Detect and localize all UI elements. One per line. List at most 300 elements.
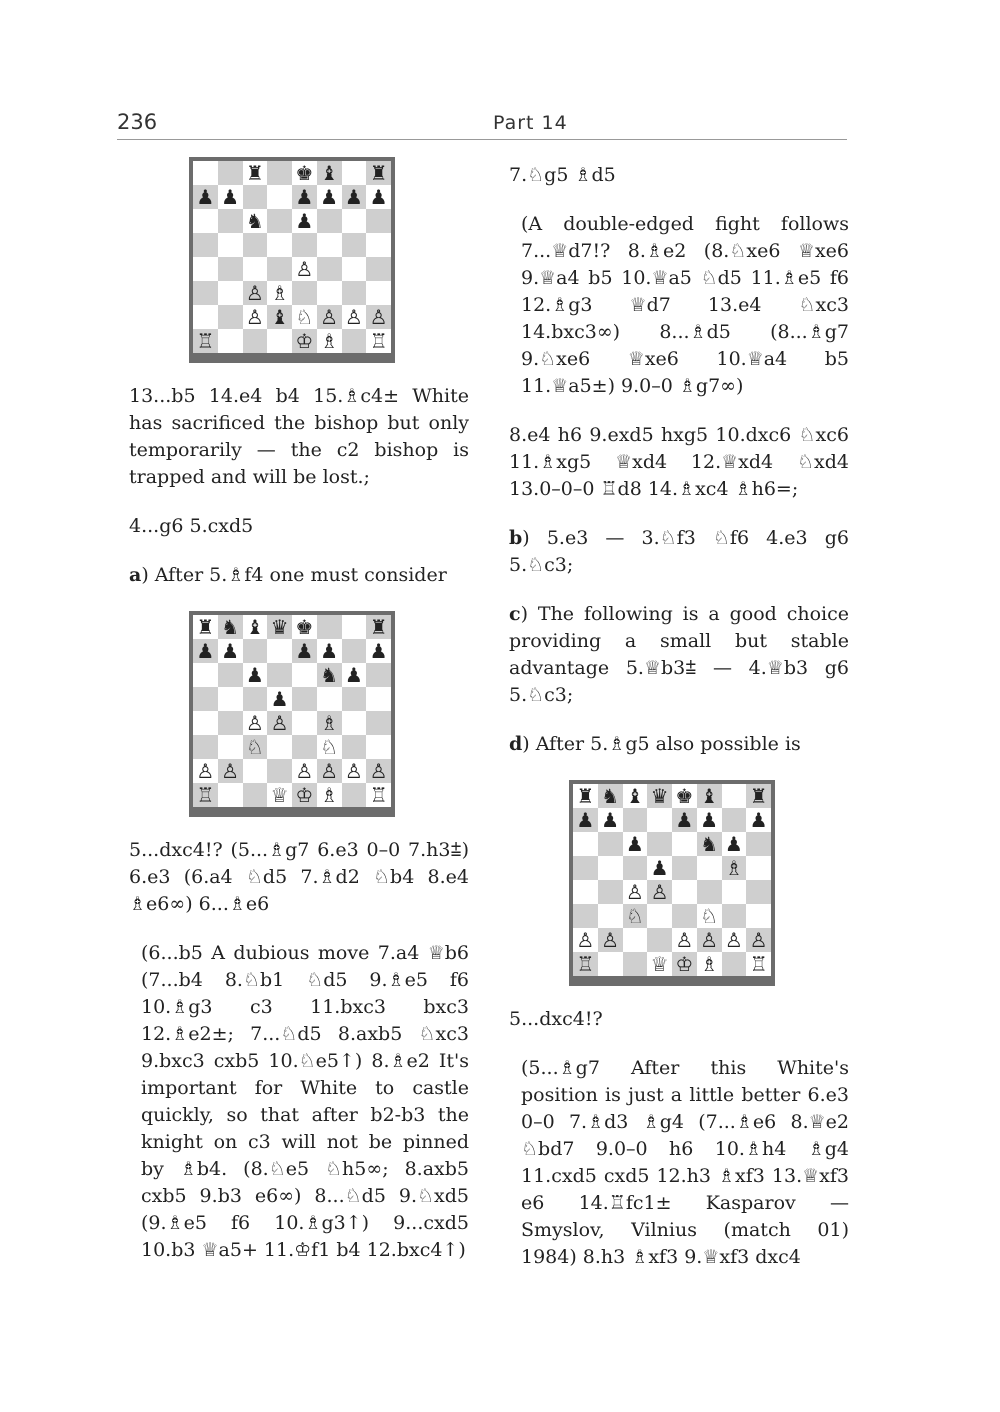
board-square (598, 832, 623, 856)
chess-piece: ♟ (196, 639, 215, 663)
board-square (243, 735, 268, 759)
board-square (598, 880, 623, 904)
chess-piece: ♟ (601, 808, 620, 832)
board-square (623, 856, 648, 880)
board-square (342, 257, 367, 281)
board-square (218, 639, 243, 663)
board-square (267, 257, 292, 281)
board-square (317, 711, 342, 735)
chess-piece: ♙ (724, 928, 743, 952)
chess-piece: ♟ (344, 185, 363, 209)
paragraph: 5...dxc4!? (509, 1008, 603, 1030)
chess-piece: ♖ (196, 329, 215, 353)
board-square (267, 759, 292, 783)
board-square (193, 209, 218, 233)
board-square (292, 329, 317, 353)
board-square (598, 784, 623, 808)
board-square (267, 783, 292, 807)
board-square (193, 639, 218, 663)
board-square (366, 783, 391, 807)
board-square (746, 784, 771, 808)
chess-piece: ♟ (625, 832, 644, 856)
board-square (193, 185, 218, 209)
board-square (366, 711, 391, 735)
chess-piece: ♔ (295, 783, 314, 807)
chess-piece: ♖ (196, 783, 215, 807)
board-square (218, 281, 243, 305)
chess-piece: ♙ (749, 928, 768, 952)
board-square (243, 257, 268, 281)
chess-piece: ♟ (700, 808, 719, 832)
board-square (292, 305, 317, 329)
board-square (292, 687, 317, 711)
board-square (342, 663, 367, 687)
board-square (267, 209, 292, 233)
board-square (317, 615, 342, 639)
board-square (366, 209, 391, 233)
chess-piece: ♙ (625, 880, 644, 904)
board-square (623, 832, 648, 856)
chess-piece: ♔ (675, 952, 694, 976)
board-square (218, 233, 243, 257)
board-square (623, 880, 648, 904)
board-square (317, 305, 342, 329)
chess-piece: ♟ (320, 639, 339, 663)
board-square (243, 759, 268, 783)
board-square (317, 329, 342, 353)
board-square (722, 784, 747, 808)
chess-piece: ♗ (320, 711, 339, 735)
chess-piece: ♙ (675, 928, 694, 952)
board-square (722, 928, 747, 952)
board-square (342, 759, 367, 783)
board-square (243, 209, 268, 233)
board-square (598, 808, 623, 832)
chess-piece: ♟ (344, 663, 363, 687)
chess-piece: ♟ (320, 185, 339, 209)
board-square (573, 832, 598, 856)
chess-piece: ♝ (700, 784, 719, 808)
chess-piece: ♙ (369, 759, 388, 783)
board-square (317, 185, 342, 209)
board-square (647, 880, 672, 904)
board-square (746, 880, 771, 904)
board-square (697, 808, 722, 832)
board-square (243, 305, 268, 329)
chess-piece: ♙ (320, 759, 339, 783)
board-square (573, 928, 598, 952)
board-square (292, 663, 317, 687)
chess-piece: ♘ (245, 735, 264, 759)
board-square (598, 928, 623, 952)
board-square (598, 904, 623, 928)
chess-piece: ♚ (295, 615, 314, 639)
board-square (647, 904, 672, 928)
board-square (193, 329, 218, 353)
board-square (193, 687, 218, 711)
board-square (218, 711, 243, 735)
board-square (573, 880, 598, 904)
board-square (342, 783, 367, 807)
board-square (243, 711, 268, 735)
chess-piece: ♞ (700, 832, 719, 856)
chess-piece: ♞ (320, 663, 339, 687)
board-square (672, 808, 697, 832)
board-square (366, 185, 391, 209)
board-square (647, 856, 672, 880)
board-square (243, 687, 268, 711)
board-square (573, 784, 598, 808)
board-square (193, 281, 218, 305)
board-square (746, 928, 771, 952)
board-square (722, 808, 747, 832)
board-square (366, 281, 391, 305)
chess-piece: ♜ (369, 161, 388, 185)
chess-piece: ♖ (369, 783, 388, 807)
chess-piece: ♘ (320, 735, 339, 759)
board-square (292, 615, 317, 639)
board-square (267, 161, 292, 185)
chess-piece: ♙ (576, 928, 595, 952)
chess-piece: ♟ (650, 856, 669, 880)
header-rule (117, 139, 847, 140)
board-square (193, 615, 218, 639)
board-square (722, 952, 747, 976)
board-square (292, 257, 317, 281)
board-square (623, 808, 648, 832)
board-square (218, 663, 243, 687)
board-square (317, 257, 342, 281)
board-square (267, 329, 292, 353)
right-column (509, 162, 849, 1293)
chess-piece: ♖ (749, 952, 768, 976)
board-square (342, 615, 367, 639)
chess-piece: ♙ (344, 759, 363, 783)
board-square (267, 687, 292, 711)
board-square (366, 161, 391, 185)
board-square (573, 856, 598, 880)
board-square (218, 615, 243, 639)
chess-piece: ♙ (700, 928, 719, 952)
board-square (267, 735, 292, 759)
board-square (647, 832, 672, 856)
board-square (746, 832, 771, 856)
chess-piece: ♝ (320, 161, 339, 185)
board-square (672, 880, 697, 904)
board-square (697, 784, 722, 808)
board-square (317, 783, 342, 807)
board-square (243, 161, 268, 185)
chess-piece: ♝ (270, 305, 289, 329)
chess-piece: ♜ (196, 615, 215, 639)
board-square (193, 735, 218, 759)
chess-piece: ♛ (270, 615, 289, 639)
board-square (722, 880, 747, 904)
chess-piece: ♕ (650, 952, 669, 976)
left-column (129, 157, 469, 1286)
paragraph: (6...b5 A dubious move 7.a4 ♕b6 (7...b4 8.♘b1 ♘d5 9.♗e5 f6 10.♗g3 c3 11.bxc3 bxc3 12.♗e2±; 7...♘d5 8.axb5 ♘xc3 9.bxc3 cxb5 10.♘e5↑) 8.♗e2 It's important for White to castle quickly, so that after b2-b3 the knight on c3 will not be pinned by ♗b4. (8.♘e5 ♘h5∞; 8.axb5 cxb5 9.b3 e6∞) 8...♘d5 9.♘xd5 (9.♗e5 f6 10.♗g3↑) 9...cxd5 10.b3 ♕a5+ 11.♔f1 b4 12.bxc4↑) (141, 942, 469, 1261)
board-square (366, 615, 391, 639)
chess-piece: ♙ (196, 759, 215, 783)
board-square (366, 257, 391, 281)
chess-piece: ♚ (675, 784, 694, 808)
chess-piece: ♟ (749, 808, 768, 832)
board-square (672, 904, 697, 928)
board-square (573, 808, 598, 832)
board-square (243, 281, 268, 305)
chess-piece: ♚ (295, 161, 314, 185)
board-square (342, 209, 367, 233)
board-square (342, 329, 367, 353)
board-square (243, 639, 268, 663)
board-square (193, 233, 218, 257)
board-square (218, 305, 243, 329)
board-square (342, 233, 367, 257)
board-square (672, 952, 697, 976)
paragraph: (A double-edged fight follows 7...♕d7!? 8.♗e2 (8.♘xe6 ♕xe6 9.♕a4 b5 10.♕a5 ♘d5 11.♗e5 f6 12.♗g3 ♕d7 13.e4 ♘xc3 14.bxc3∞) 8...♗d5 (8...♗g7 9.♘xe6 ♕xe6 10.♕a4 b5 11.♕a5±) 9.0–0 ♗g7∞) (521, 213, 849, 397)
page-number: 236 (117, 110, 158, 134)
board-square (218, 759, 243, 783)
chess-piece: ♜ (369, 615, 388, 639)
board-square (218, 161, 243, 185)
paragraph: 4...g6 5.cxd5 (129, 515, 254, 537)
board-square (647, 928, 672, 952)
board-square (267, 233, 292, 257)
board-square (573, 952, 598, 976)
paragraph: a) After 5.♗f4 one must consider (129, 564, 447, 586)
board-square (697, 832, 722, 856)
board-square (292, 281, 317, 305)
board-square (317, 663, 342, 687)
paragraph: (5...♗g7 After this White's position is just a little better 6.e3 0–0 7.♗d3 ♗g4 (7...♗e6 8.♕e2 ♘bd7 9.0–0 h6 10.♗h4 ♗g4 11.cxd5 cxd5 12.h3 ♗xf3 13.♕xf3 e6 14.♖fc1± Kasparov — Smyslov, Vilnius (match 01) 1984) 8.h3 ♗xf3 9.♕xf3 dxc4 (521, 1057, 849, 1268)
part-title: Part 14 (493, 112, 568, 134)
chess-piece: ♕ (270, 783, 289, 807)
board-square (243, 615, 268, 639)
chess-piece: ♖ (576, 952, 595, 976)
board-square (193, 711, 218, 735)
board-square (292, 161, 317, 185)
chess-piece: ♗ (724, 856, 743, 880)
board-square (243, 663, 268, 687)
chess-piece: ♟ (369, 185, 388, 209)
chess-piece: ♙ (245, 281, 264, 305)
paragraph: 5...dxc4!? (5...♗g7 6.e3 0–0 7.h3⩲) 6.e3 (6.a4 ♘d5 7.♗d2 ♘b4 8.e4 ♗e6∞) 6...♗e6 (129, 839, 469, 915)
board-square (193, 161, 218, 185)
chess-piece: ♛ (650, 784, 669, 808)
paragraph: 8.e4 h6 9.exd5 hxg5 10.dxc6 ♘xc6 11.♗xg5 ♕xd4 12.♕xd4 ♘xd4 13.0–0–0 ♖d8 14.♗xc4 ♗h6=; (509, 424, 849, 500)
board-square (218, 687, 243, 711)
board-square (292, 233, 317, 257)
board-square (342, 639, 367, 663)
board-square (722, 832, 747, 856)
board-square (317, 735, 342, 759)
board-square (292, 209, 317, 233)
chess-piece: ♟ (221, 185, 240, 209)
board-square (746, 856, 771, 880)
board-square (317, 233, 342, 257)
board-square (218, 209, 243, 233)
board-square (697, 880, 722, 904)
board-square (193, 759, 218, 783)
board-square (647, 952, 672, 976)
chess-piece: ♟ (196, 185, 215, 209)
board-square (267, 615, 292, 639)
board-square (342, 711, 367, 735)
chess-diagram-2 (189, 611, 395, 817)
chess-piece: ♙ (320, 305, 339, 329)
board-square (292, 639, 317, 663)
board-square (218, 257, 243, 281)
board-square (573, 904, 598, 928)
board-square (366, 305, 391, 329)
chess-piece: ♟ (221, 639, 240, 663)
section-label-b: b (509, 527, 523, 549)
board-square (218, 185, 243, 209)
chess-piece: ♜ (245, 161, 264, 185)
board-square (317, 639, 342, 663)
paragraph: d) After 5.♗g5 also possible is (509, 733, 801, 755)
board-square (366, 759, 391, 783)
board-square (342, 305, 367, 329)
board-square (342, 687, 367, 711)
board-square (598, 856, 623, 880)
board-square (218, 735, 243, 759)
board-square (697, 904, 722, 928)
board-square (342, 185, 367, 209)
board-square (697, 952, 722, 976)
chess-piece: ♞ (245, 209, 264, 233)
chess-piece: ♙ (601, 928, 620, 952)
chess-piece: ♜ (576, 784, 595, 808)
board-square (623, 952, 648, 976)
chess-piece: ♟ (270, 687, 289, 711)
chess-piece: ♟ (295, 209, 314, 233)
board-square (243, 329, 268, 353)
board-square (366, 639, 391, 663)
board-square (267, 185, 292, 209)
board-square (317, 281, 342, 305)
paragraph: 13...b5 14.e4 b4 15.♗c4± White has sacrificed the bishop but only temporarily — the c2 bishop is trapped and will be lost.; (129, 385, 469, 488)
paragraph: 7.♘g5 ♗d5 (509, 164, 616, 186)
board-square (292, 759, 317, 783)
board-square (292, 735, 317, 759)
chess-piece: ♙ (295, 759, 314, 783)
board-square (366, 735, 391, 759)
board-square (366, 233, 391, 257)
board-square (746, 952, 771, 976)
chess-piece: ♘ (625, 904, 644, 928)
chess-piece: ♙ (369, 305, 388, 329)
chess-piece: ♘ (295, 305, 314, 329)
chess-piece: ♟ (295, 639, 314, 663)
section-label-c: c (509, 603, 521, 625)
board-square (292, 783, 317, 807)
board-square (267, 663, 292, 687)
paragraph: b) 5.e3 — 3.♘f3 ♘f6 4.e3 g6 5.♘c3; (509, 527, 849, 576)
board-square (623, 904, 648, 928)
chess-diagram-1 (189, 157, 395, 363)
board-square (672, 928, 697, 952)
board-square (243, 783, 268, 807)
board-square (366, 687, 391, 711)
chess-piece: ♖ (369, 329, 388, 353)
chess-piece: ♘ (700, 904, 719, 928)
board-square (267, 639, 292, 663)
board-square (647, 808, 672, 832)
chess-piece: ♙ (245, 305, 264, 329)
board-square (366, 663, 391, 687)
board-square (193, 783, 218, 807)
chess-piece: ♙ (270, 711, 289, 735)
board-square (193, 663, 218, 687)
board-square (598, 952, 623, 976)
board-square (672, 832, 697, 856)
chess-piece: ♙ (221, 759, 240, 783)
chess-piece: ♟ (245, 663, 264, 687)
chess-piece: ♟ (295, 185, 314, 209)
board-square (342, 161, 367, 185)
chess-piece: ♟ (724, 832, 743, 856)
chess-piece: ♙ (245, 711, 264, 735)
board-square (218, 783, 243, 807)
chess-piece: ♜ (749, 784, 768, 808)
board-square (647, 784, 672, 808)
chess-piece: ♔ (295, 329, 314, 353)
board-square (267, 281, 292, 305)
chess-piece: ♗ (320, 329, 339, 353)
chess-piece: ♟ (675, 808, 694, 832)
board-square (317, 687, 342, 711)
board-square (722, 904, 747, 928)
board-square (746, 808, 771, 832)
board-square (218, 329, 243, 353)
section-label-a: a (129, 564, 142, 586)
chess-piece: ♗ (320, 783, 339, 807)
chess-piece: ♟ (369, 639, 388, 663)
paragraph: c) The following is a good choice providing a small but stable advantage 5.♕b3⩲ — 4.♕b3 g6 5.♘c3; (509, 603, 849, 706)
board-square (267, 711, 292, 735)
chess-piece: ♟ (576, 808, 595, 832)
chess-piece: ♙ (295, 257, 314, 281)
board-square (243, 233, 268, 257)
chess-piece: ♗ (270, 281, 289, 305)
chess-diagram-3 (569, 780, 775, 986)
board-square (366, 329, 391, 353)
board-square (193, 257, 218, 281)
board-square (746, 904, 771, 928)
board-square (623, 928, 648, 952)
chess-piece: ♗ (700, 952, 719, 976)
section-label-d: d (509, 733, 523, 755)
chess-piece: ♙ (650, 880, 669, 904)
board-square (697, 928, 722, 952)
board-square (317, 209, 342, 233)
board-square (697, 856, 722, 880)
board-square (193, 305, 218, 329)
board-square (342, 281, 367, 305)
chess-piece: ♞ (221, 615, 240, 639)
board-square (342, 735, 367, 759)
chess-piece: ♝ (625, 784, 644, 808)
board-square (317, 161, 342, 185)
board-square (722, 856, 747, 880)
board-square (292, 711, 317, 735)
board-square (243, 185, 268, 209)
board-square (672, 856, 697, 880)
chess-piece: ♝ (245, 615, 264, 639)
board-square (672, 784, 697, 808)
board-square (267, 305, 292, 329)
